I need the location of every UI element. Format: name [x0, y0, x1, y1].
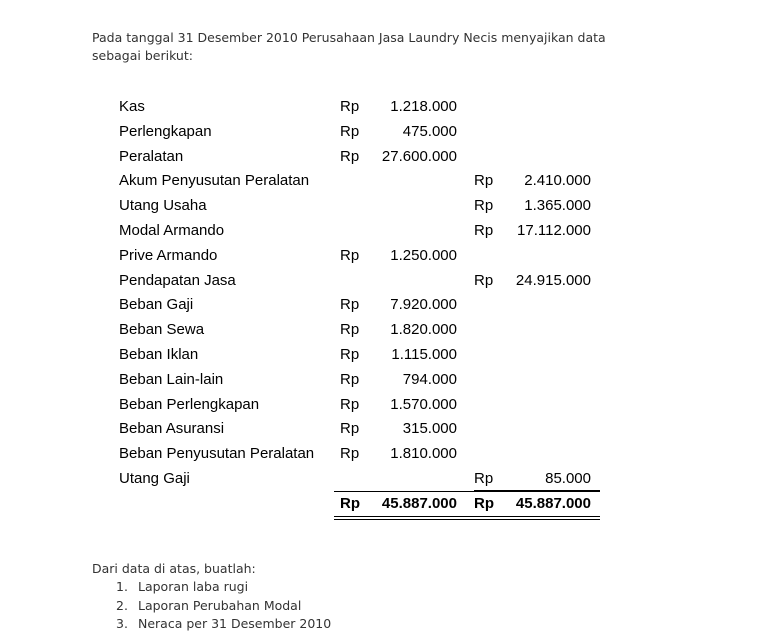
total-credit-currency: Rp: [474, 494, 494, 512]
credit-currency: Rp: [474, 172, 494, 190]
task-item: [116, 578, 331, 597]
credit-currency: Rp: [474, 469, 494, 487]
task-item: [116, 597, 331, 616]
intro-paragraph: Pada tanggal 31 Desember 2010 Perusahaan Jasa Laundry Necis menyajikan data sebagai berikut:: [92, 30, 606, 63]
credit-amount: 85.000: [545, 469, 591, 487]
total-debit-amount: 45.887.000: [381, 494, 457, 512]
debit-amount: 315.000: [402, 420, 457, 438]
total-credit-amount: 45.887.000: [515, 494, 591, 512]
debit-amount: 1.570.000: [390, 395, 457, 413]
account-name: Utang Usaha: [119, 197, 207, 215]
task-intro: Dari data di atas, buatlah:: [92, 561, 256, 576]
debit-currency: Rp: [340, 370, 360, 388]
debit-amount: 1.115.000: [391, 345, 457, 363]
account-name: Modal Armando: [119, 221, 225, 239]
double-underline: [334, 516, 600, 520]
account-name: Prive Armando: [119, 246, 218, 264]
account-name: Perlengkapan: [119, 122, 212, 140]
debit-amount: 1.218.000: [390, 98, 457, 115]
debit-currency: Rp: [340, 321, 360, 339]
credit-currency: Rp: [474, 271, 494, 289]
account-name: Beban Asuransi: [119, 420, 225, 438]
task-text: Laporan Perubahan Modal: [138, 597, 302, 613]
account-name: Beban Penyusutan Peralatan: [119, 445, 315, 463]
debit-currency: Rp: [340, 420, 360, 438]
task-text: Laporan laba rugi: [138, 579, 249, 594]
task-item: [116, 615, 331, 634]
credit-amount: 1.365.000: [524, 197, 591, 215]
debit-currency: Rp: [340, 395, 360, 413]
debit-currency: Rp: [340, 246, 360, 264]
debit-amount: 7.920.000: [390, 296, 457, 314]
debit-currency: Rp: [340, 296, 360, 314]
account-name: Utang Gaji: [119, 469, 190, 487]
total-debit-currency: Rp: [340, 494, 360, 512]
debit-amount: 27.600.000: [381, 147, 457, 165]
debit-currency: Rp: [340, 147, 360, 165]
account-name: Kas: [119, 98, 145, 115]
task-number: 3.: [116, 616, 128, 631]
task-number: 1.: [116, 579, 128, 594]
debit-currency: Rp: [340, 122, 360, 140]
account-name: Beban Perlengkapan: [119, 395, 260, 413]
credit-currency: Rp: [474, 221, 494, 239]
credit-amount: 24.915.000: [515, 271, 591, 289]
debit-amount: 475.000: [402, 122, 457, 140]
account-name: Beban Gaji: [119, 296, 194, 314]
account-name: Beban Lain-lain: [119, 370, 224, 388]
account-name: Akum Penyusutan Peralatan: [119, 172, 310, 190]
total-top-line: [334, 491, 600, 492]
debit-amount: 1.810.000: [390, 445, 457, 463]
debit-amount: 794.000: [402, 370, 457, 388]
debit-amount: 1.250.000: [390, 246, 457, 264]
debit-currency: Rp: [340, 445, 360, 463]
credit-amount: 17.112.000: [517, 221, 591, 239]
debit-currency: Rp: [340, 98, 360, 115]
account-name: Beban Iklan: [119, 345, 199, 363]
account-name: Pendapatan Jasa: [119, 271, 236, 289]
account-name: Beban Sewa: [119, 321, 205, 339]
task-list: [116, 578, 331, 634]
debit-currency: Rp: [340, 345, 360, 363]
task-number: 2.: [116, 597, 128, 613]
debit-amount: 1.820.000: [390, 321, 457, 339]
task-text: Neraca per 31 Desember 2010: [138, 616, 332, 631]
account-name: Peralatan: [119, 147, 184, 165]
credit-amount: 2.410.000: [524, 172, 591, 190]
credit-currency: Rp: [474, 197, 494, 215]
